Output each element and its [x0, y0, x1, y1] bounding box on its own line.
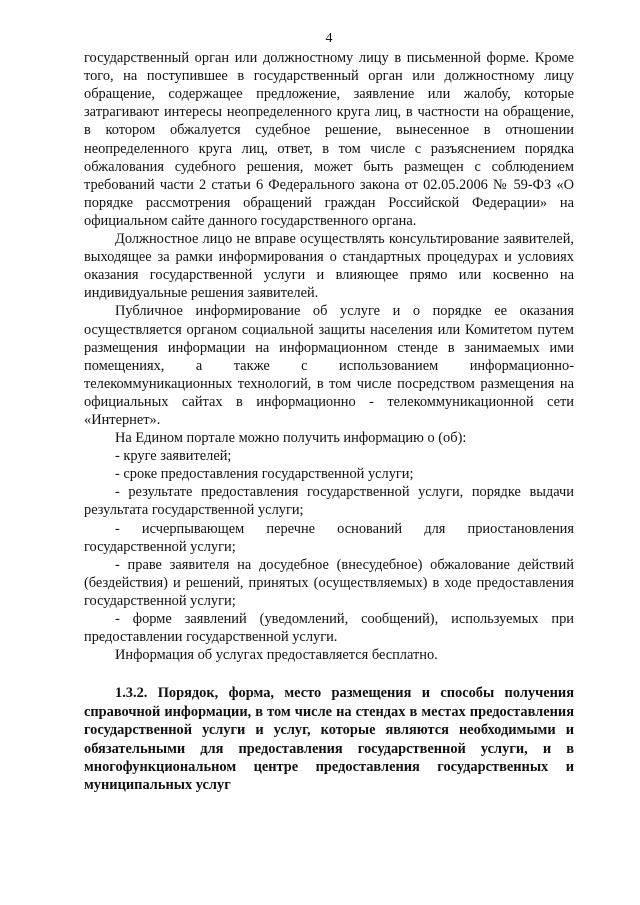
paragraph-public-informing: Публичное информирование об услуге и о порядке ее оказания осуществляется органом социальной защиты населения или Комитетом путем размещения информации на информационном стенде в занимаемых ими помещениях, а также с использованием информационно-телекоммуникационных технологий, в том числе посредством размещения на официальных сайтах в информационно - телекоммуникационной сети «Интернет». [84, 303, 574, 428]
list-item: - форме заявлений (уведомлений, сообщений), используемых при предоставлении государственной услуги. [84, 611, 574, 646]
list-item: - круге заявителей; [115, 448, 232, 465]
paragraph-portal-info: На Едином портале можно получить информацию о (об): [115, 430, 467, 447]
paragraph-consultation-limits: Должностное лицо не вправе осуществлять консультирование заявителей, выходящее за рамки информирования о стандартных процедурах и условиях оказания государственной услуги и влияющее прямо или косвенно на индивидуальные решения заявителей. [84, 231, 574, 302]
list-item: - сроке предоставления государственной услуги; [115, 466, 414, 483]
page-number: 4 [325, 31, 333, 46]
list-item: - исчерпывающем перечне оснований для приостановления государственной услуги; [84, 520, 574, 555]
section-heading: 1.3.2. Порядок, форма, место размещения и способы получения справочной информации, в том числе на стендах в местах предоставления государственной услуги и услуг, которые являются необходимыми и обязательными для предоставления государственной услуги, и в многофункциональном центре предоставления государственных и муниципальных услуг [84, 685, 574, 794]
portal-info-list [84, 447, 574, 646]
list-item: - праве заявителя на досудебное (внесудебное) обжалование действий (бездействия) и решений, принятых (осуществляемых) в ходе предоставления государственной услуги; [84, 556, 574, 609]
document-page [84, 30, 574, 809]
paragraph-response-publication: государственный орган или должностному лицу в письменной форме. Кроме того, на поступившее в государственный орган или должностному лицу обращение, содержащее предложение, заявление или жалобу, которые затрагивают интересы неопределенного круга лиц, в частности на обращение, в котором обжалуется судебное решение, вынесенное в отношении неопределенного круга лиц, ответ, в том числе с разъяснением порядка обжалования судебного решения, может быть размещен с соблюдением требований части 2 статьи 6 Федерального закона от 02.05.2006 № 59-ФЗ «О порядке рассмотрения обращений граждан Российской Федерации» на официальном сайте данного государственного органа. [84, 50, 574, 229]
list-item: - результате предоставления государственной услуги, порядке выдачи результата государственной услуги; [84, 484, 574, 519]
paragraph-free-service: Информация об услугах предоставляется бесплатно. [115, 647, 438, 664]
